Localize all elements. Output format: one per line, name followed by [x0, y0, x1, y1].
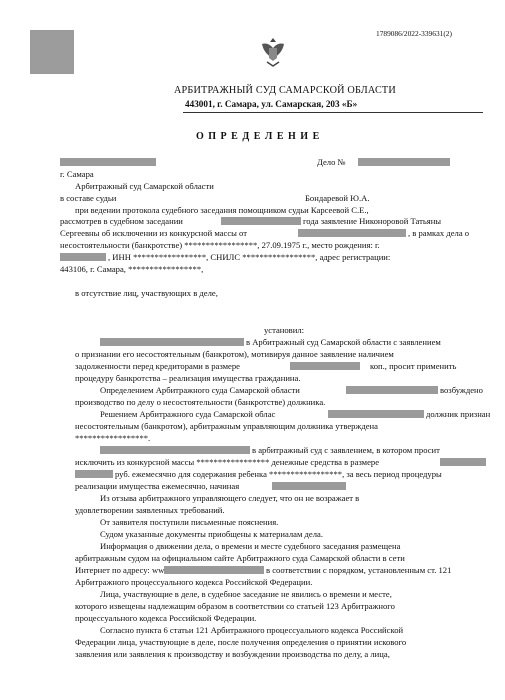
redacted-debtor-name	[100, 338, 244, 346]
header-line-3: при ведении протокола судебного заседания помощником судьи Карсеевой С.Е.,	[75, 205, 369, 215]
city: г. Самара	[60, 169, 94, 179]
redacted-case-number	[358, 158, 450, 166]
p1-line-a: в Арбитражный суд Самарской области с заявлением	[246, 337, 441, 347]
redacted-amount-cont	[75, 470, 113, 478]
redacted-applicant-name	[100, 446, 250, 454]
redacted-debt-amount	[290, 362, 360, 370]
p5-line-a: Из отзыва арбитражного управляющего следует, что он не возражает в	[100, 493, 360, 503]
redacted-decision-date	[328, 410, 424, 418]
p10-line-c: заявления или заявления к производству и возбуждении производства по делу, а лица,	[75, 649, 390, 659]
qr-code	[30, 30, 74, 74]
p9-line-a: Лица, участвующие в деле, в судебное заседание не явились о времени и месте,	[100, 589, 392, 599]
p8-line-d: Арбитражного процессуального кодекса Российской Федерации.	[75, 577, 313, 587]
case-code: 1789086/2022-339631(2)	[376, 29, 452, 38]
header-rule	[183, 112, 483, 113]
p6-line: От заявителя поступили письменные пояснения.	[100, 517, 279, 527]
court-address: 443001, г. Самара, ул. Самарская, 203 «Б»	[185, 99, 358, 109]
header-line-5a: Сергеевны об исключении из конкурсной массы от	[60, 228, 248, 238]
p3-line-b: несостоятельным (банкротом), арбитражным управляющим должника утверждена	[75, 421, 378, 431]
header-line-1: Арбитражный суд Самарской области	[75, 181, 214, 191]
p1-line-b: о признании его несостоятельным (банкротом), мотивируя данное заявление наличием	[75, 349, 394, 359]
redacted-hearing-date	[221, 217, 301, 225]
p9-line-b: которого извещены надлежащим образом в соответствии со статьей 123 Арбитражного	[75, 601, 395, 611]
header-line-6: несостоятельности (банкротстве) *****************, 27.09.1975 г., место рождения: г.	[60, 240, 380, 250]
p10-line-a: Согласно пункта 6 статьи 121 Арбитражного процессуального кодекса Российской	[100, 625, 404, 635]
coat-of-arms-icon	[258, 36, 288, 68]
p1-line-c2: коп., просит применить	[370, 361, 457, 371]
header-line-8: 443106, г. Самара, *****************,	[60, 264, 204, 274]
p1-line-c1: задолженности перед кредиторами в размере	[75, 361, 240, 371]
redacted-amount	[440, 458, 486, 466]
established-heading: установил:	[264, 325, 305, 335]
p4-line-d1: реализации имущества ежемесячно, начиная	[75, 481, 240, 491]
absence-line: в отсутствие лиц, участвующих в деле,	[75, 288, 218, 298]
p2-line-a1: Определением Арбитражного суда Самарской области	[100, 385, 300, 395]
court-name: АРБИТРАЖНЫЙ СУД САМАРСКОЙ ОБЛАСТИ	[174, 85, 396, 96]
p4-line-c: руб. ежемесячно для содержания ребенка *****************, за весь период процедуры	[115, 469, 442, 479]
p8-line-c2: в соответствии с порядком, установленным ст. 121	[266, 565, 452, 575]
p9-line-c: процессуального кодекса Российской Федерации.	[75, 613, 257, 623]
judge-name: Бондаревой Ю.А.	[305, 193, 370, 203]
case-number-label: Дело №	[317, 157, 346, 167]
redacted-application-date	[298, 229, 406, 237]
redacted-website	[164, 566, 264, 574]
p10-line-b: Федерации лица, участвующие в деле, после получения определения о принятии искового	[75, 637, 407, 647]
header-line-5b: , в рамках дела о	[408, 228, 470, 238]
p2-line-b: производство по делу о несостоятельности (банкротстве) должника.	[75, 397, 326, 407]
p4-line-a: в арбитражный суд с заявлением, в котором просит	[252, 445, 440, 455]
p4-line-b1: исключить из конкурсной массы ***************** денежные средства в размере	[75, 457, 380, 467]
doc-title: О П Р Е Д Е Л Е Н И Е	[196, 131, 321, 142]
redacted-birthplace	[60, 253, 106, 261]
p3-line-a2: должник признан	[426, 409, 491, 419]
p7-line: Судом указанные документы приобщены к материалам дела.	[100, 529, 323, 539]
header-line-4a: рассмотрев в судебном заседании	[60, 216, 183, 226]
p1-line-d: процедуру банкротства – реализация имущества гражданина.	[75, 373, 301, 383]
p3-line-a1: Решением Арбитражного суда Самарской облас	[100, 409, 276, 419]
redacted-start-date	[272, 482, 346, 490]
p8-line-a: Информация о движении дела, о времени и месте судебного заседания размещена	[100, 541, 401, 551]
p5-line-b: удовлетворении заявленных требований.	[75, 505, 225, 515]
header-line-2: в составе судьи	[60, 193, 117, 203]
p3-line-c: *****************.	[75, 433, 151, 443]
header-line-4b: года заявление Никоноровой Татьяны	[303, 216, 442, 226]
redacted-ruling-date	[346, 386, 438, 394]
redacted-date	[60, 158, 156, 166]
header-line-7: , ИНН *****************, СНИЛС *****************, адрес регистрации:	[108, 252, 391, 262]
p8-line-b: арбитражным судом на официальном сайте Арбитражного суда Самарской области в сети	[75, 553, 405, 563]
p8-line-c1: Интернет по адресу: ww	[75, 565, 165, 575]
p2-line-a2: возбуждено	[440, 385, 483, 395]
